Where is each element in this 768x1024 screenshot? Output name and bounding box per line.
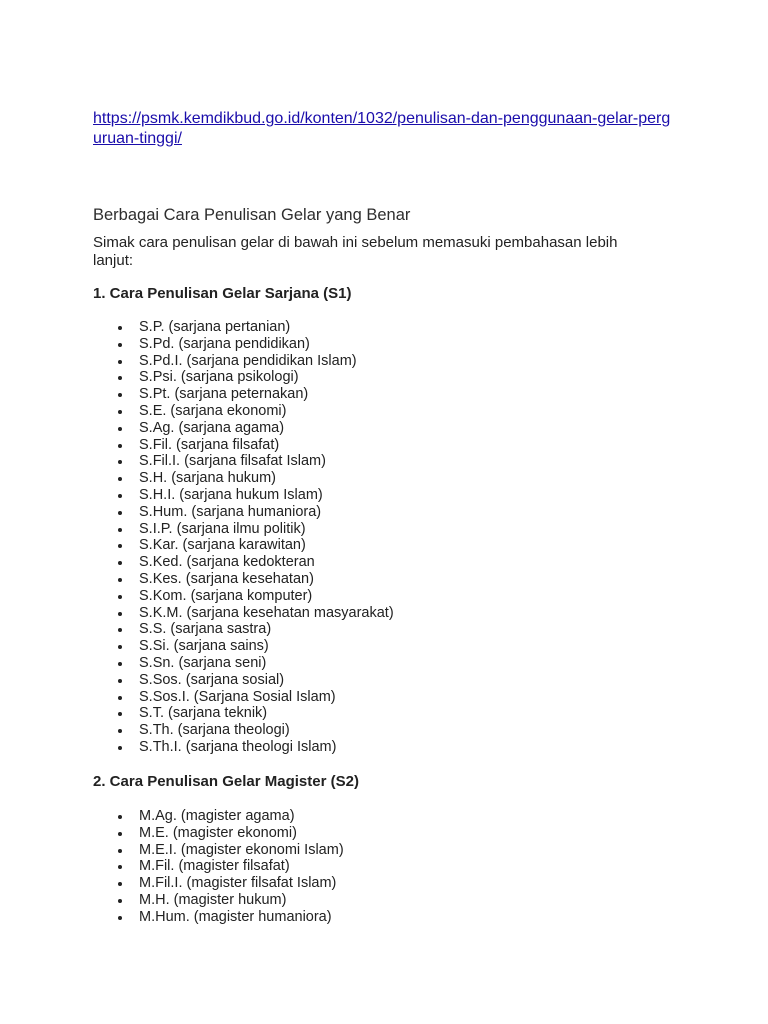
list-item: [93, 909, 344, 926]
intro-paragraph: Simak cara penulisan gelar di bawah ini sebelum memasuki pembahasan lebih lanjut:: [93, 234, 618, 269]
bullet-icon: [118, 376, 122, 380]
list-item: [93, 504, 394, 521]
bullet-icon: [118, 712, 122, 716]
bullet-icon: [118, 427, 122, 431]
bullet-icon: [118, 815, 122, 819]
list-item-text: S.K.M. (sarjana kesehatan masyarakat): [139, 604, 394, 621]
bullet-icon: [118, 865, 122, 869]
list-item-text: S.I.P. (sarjana ilmu politik): [139, 520, 306, 537]
bullet-icon: [118, 477, 122, 481]
list-item-text: M.Fil. (magister filsafat): [139, 858, 290, 875]
bullet-icon: [118, 679, 122, 683]
list-item-text: S.Psi. (sarjana psikologi): [139, 369, 299, 386]
list-item-text: S.Hum. (sarjana humaniora): [139, 503, 322, 520]
list-item: [93, 386, 394, 403]
list-item-text: S.Pd. (sarjana pendidikan): [139, 335, 310, 352]
bullet-icon: [118, 916, 122, 920]
bullet-icon: [118, 326, 122, 330]
bullet-icon: [118, 746, 122, 750]
list-item: [93, 689, 394, 706]
list-item-text: S.Pd.I. (sarjana pendidikan Islam): [139, 352, 357, 369]
list-item: [93, 403, 394, 420]
source-link[interactable]: https://psmk.kemdikbud.go.id/konten/1032/penulisan-dan-penggunaan-gelar-perguruan-tinggi/: [93, 110, 671, 147]
list-item: [93, 722, 394, 739]
list-item: [93, 453, 394, 470]
list-item: [93, 808, 344, 825]
list-item-text: S.Th. (sarjana theologi): [139, 722, 290, 739]
bullet-icon: [118, 849, 122, 853]
bullet-icon: [118, 544, 122, 548]
list-item-text: S.Ked. (sarjana kedokteran: [139, 554, 315, 571]
section-title-magister: 2. Cara Penulisan Gelar Magister (S2): [93, 773, 359, 790]
list-item: [93, 420, 394, 437]
list-item-text: S.H. (sarjana hukum): [139, 470, 276, 487]
list-item-text: M.Hum. (magister humaniora): [139, 908, 332, 925]
list-item: [93, 437, 394, 454]
list-item: [93, 537, 394, 554]
list-item: [93, 825, 344, 842]
list-item-text: S.Fil. (sarjana filsafat): [139, 436, 280, 453]
list-item-text: S.T. (sarjana teknik): [139, 705, 268, 722]
sarjana-degree-list: [93, 319, 394, 756]
list-item: [93, 892, 344, 909]
list-item-text: S.Pt. (sarjana peternakan): [139, 386, 309, 403]
list-item-text: S.Fil.I. (sarjana filsafat Islam): [139, 453, 326, 470]
bullet-icon: [118, 561, 122, 565]
list-item: [93, 353, 394, 370]
list-item: [93, 875, 344, 892]
list-item-text: S.Ag. (sarjana agama): [139, 419, 285, 436]
bullet-icon: [118, 343, 122, 347]
bullet-icon: [118, 360, 122, 364]
list-item: [93, 739, 394, 756]
list-item: [93, 588, 394, 605]
list-item-text: S.Kes. (sarjana kesehatan): [139, 570, 314, 587]
list-item-text: S.Sos.I. (Sarjana Sosial Islam): [139, 688, 336, 705]
list-item: [93, 705, 394, 722]
list-item: [93, 655, 394, 672]
list-item: [93, 470, 394, 487]
list-item: [93, 672, 394, 689]
bullet-icon: [118, 444, 122, 448]
list-item: [93, 858, 344, 875]
list-item: [93, 369, 394, 386]
list-item-text: S.H.I. (sarjana hukum Islam): [139, 486, 323, 503]
section-title-sarjana: 1. Cara Penulisan Gelar Sarjana (S1): [93, 285, 352, 302]
magister-degree-list: [93, 808, 344, 926]
page-heading: Berbagai Cara Penulisan Gelar yang Benar: [93, 206, 411, 224]
bullet-icon: [118, 511, 122, 515]
list-item: [93, 336, 394, 353]
list-item-text: S.Th.I. (sarjana theologi Islam): [139, 738, 337, 755]
list-item: [93, 571, 394, 588]
bullet-icon: [118, 612, 122, 616]
list-item: [93, 554, 394, 571]
bullet-icon: [118, 393, 122, 397]
list-item: [93, 842, 344, 859]
bullet-icon: [118, 832, 122, 836]
bullet-icon: [118, 460, 122, 464]
bullet-icon: [118, 595, 122, 599]
list-item: [93, 605, 394, 622]
list-item: [93, 621, 394, 638]
list-item-text: S.Kar. (sarjana karawitan): [139, 537, 306, 554]
list-item-text: S.S. (sarjana sastra): [139, 621, 272, 638]
bullet-icon: [118, 578, 122, 582]
list-item-text: S.E. (sarjana ekonomi): [139, 402, 287, 419]
list-item: [93, 487, 394, 504]
list-item-text: S.Kom. (sarjana komputer): [139, 587, 313, 604]
list-item-text: S.Sn. (sarjana seni): [139, 654, 267, 671]
bullet-icon: [118, 662, 122, 666]
list-item-text: M.Fil.I. (magister filsafat Islam): [139, 875, 337, 892]
list-item-text: S.Sos. (sarjana sosial): [139, 671, 285, 688]
bullet-icon: [118, 494, 122, 498]
list-item-text: S.P. (sarjana pertanian): [139, 319, 291, 335]
list-item-text: M.E.I. (magister ekonomi Islam): [139, 841, 344, 858]
list-item-text: M.Ag. (magister agama): [139, 808, 295, 824]
list-item: [93, 319, 394, 336]
list-item: [93, 521, 394, 538]
bullet-icon: [118, 729, 122, 733]
bullet-icon: [118, 882, 122, 886]
list-item-text: M.E. (magister ekonomi): [139, 824, 297, 841]
bullet-icon: [118, 528, 122, 532]
bullet-icon: [118, 628, 122, 632]
list-item: [93, 638, 394, 655]
bullet-icon: [118, 645, 122, 649]
list-item-text: S.Si. (sarjana sains): [139, 638, 269, 655]
bullet-icon: [118, 410, 122, 414]
list-item-text: M.H. (magister hukum): [139, 891, 287, 908]
bullet-icon: [118, 696, 122, 700]
bullet-icon: [118, 899, 122, 903]
